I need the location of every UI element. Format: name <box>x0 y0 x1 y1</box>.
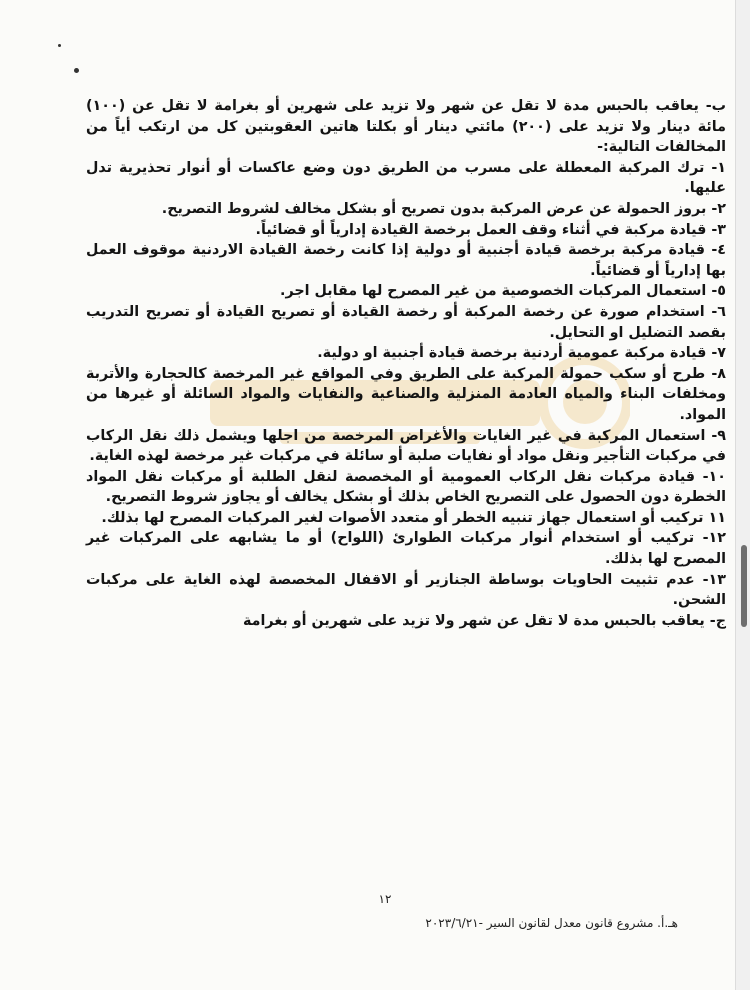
item-number: ٣- <box>711 221 726 238</box>
item-number: ٩- <box>711 427 726 444</box>
item-number: ١- <box>711 159 727 176</box>
list-item <box>86 281 726 302</box>
scrollbar-thumb[interactable] <box>741 545 747 627</box>
item-number: ١١ <box>708 509 726 526</box>
item-text: قيادة مركبة برخصة قيادة أجنبية أو دولية إذا كانت رخصة القيادة الاردنية موقوف العمل بها إدارياً أو قضائياً. <box>86 242 726 279</box>
scan-speck <box>74 68 79 73</box>
item-number: ٢- <box>711 200 726 217</box>
page-number: ١٢ <box>378 892 392 906</box>
item-number: ٤- <box>711 242 726 259</box>
item-text: تركيب أو استعمال جهاز تنبيه الخطر أو متعدد الأصوات لغير المركبات المصرح لها بذلك. <box>101 509 704 526</box>
item-text: عدم تثبيت الحاويات بوساطة الجنازير أو الاقفال المخصصة لهذه الغاية على مركبات الشحن. <box>86 571 726 609</box>
item-text: قيادة مركبات نقل الركاب العمومية أو المخصصة لنقل الطلبة أو مركبات نقل المواد الخطرة دون الحصول على التصريح الخاص بذلك أو بشكل يخالف أو يجاوز شروط التصريح. <box>86 468 726 506</box>
item-number: ٧- <box>711 345 726 362</box>
list-item <box>86 158 726 199</box>
item-text: استعمال المركبة في غير الغايات والأغراض المرخصة من اجلها ويشمل ذلك نقل الركاب في مركبات التأجير ونقل مواد أو نفايات صلبة أو سائلة في مركبات غير مرخصة لهذه الغاية. <box>86 427 726 465</box>
list-item <box>86 426 726 467</box>
item-number: ٥- <box>711 283 726 300</box>
item-text: قيادة مركبة عمومية أردنية برخصة قيادة أجنبية او دولية. <box>317 345 707 362</box>
list-item <box>86 508 726 529</box>
list-item <box>86 528 726 569</box>
list-item <box>86 364 726 426</box>
paragraph-c: ج- يعاقب بالحبس مدة لا تقل عن شهر ولا تزيد على شهرين أو بغرامة <box>243 612 726 629</box>
item-text: استعمال المركبات الخصوصية من غير المصرح لها مقابل اجر. <box>280 283 707 300</box>
footer-note: هـ.أ. مشروع قانون معدل لقانون السير -٢٠٢٣/٦/٢١ <box>425 916 678 930</box>
item-number: ٦- <box>711 303 727 320</box>
list-item <box>86 240 726 281</box>
item-text: ترك المركبة المعطلة على مسرب من الطريق دون وضع عاكسات أو أنوار تحذيرية تدل عليها. <box>86 159 726 197</box>
list-item <box>86 467 726 508</box>
list-item <box>86 302 726 343</box>
item-number: ١٢- <box>702 530 726 547</box>
item-text: استخدام صورة عن رخصة المركبة أو رخصة القيادة أو تصريح القيادة أو تصريح التدريب بقصد التضليل او التحايل. <box>86 303 726 341</box>
item-text: تركيب أو استخدام أنوار مركبات الطوارئ (اللواح) أو ما يشابهه على المركبات غير المصرح لها بذلك. <box>86 530 726 568</box>
list-item <box>86 199 726 220</box>
item-number: ١٣- <box>702 571 726 588</box>
list-item <box>86 343 726 364</box>
item-number: ١٠- <box>702 468 726 485</box>
document-body <box>86 96 726 631</box>
list-item <box>86 570 726 611</box>
item-text: طرح أو سكب حمولة المركبة على الطريق وفي المواقع غير المرخصة كالحجارة والأتربة ومخلفات البناء والمياه العادمة المنزلية والصناعية والنفايات والمواد السائلة أو غيرها من المواد. <box>86 365 726 423</box>
scrollbar-track[interactable] <box>735 0 750 990</box>
item-text: بروز الحمولة عن عرض المركبة بدون تصريح أو بشكل مخالف لشروط التصريح. <box>161 200 707 217</box>
list-item <box>86 220 726 241</box>
paragraph-b: ب- يعاقب بالحبس مدة لا تقل عن شهر ولا تزيد على شهرين أو بغرامة لا تقل عن (١٠٠) مائة دينار ولا تزيد على (٢٠٠) مائتي دينار أو بكلتا هاتين العقوبتين كل من ارتكب أياً من المخالفات التالية:- <box>86 98 726 156</box>
item-text: قيادة مركبة في أثناء وقف العمل برخصة القيادة إدارياً أو قضائياً. <box>255 221 707 238</box>
item-number: ٨- <box>711 365 726 382</box>
scan-speck <box>58 44 61 47</box>
